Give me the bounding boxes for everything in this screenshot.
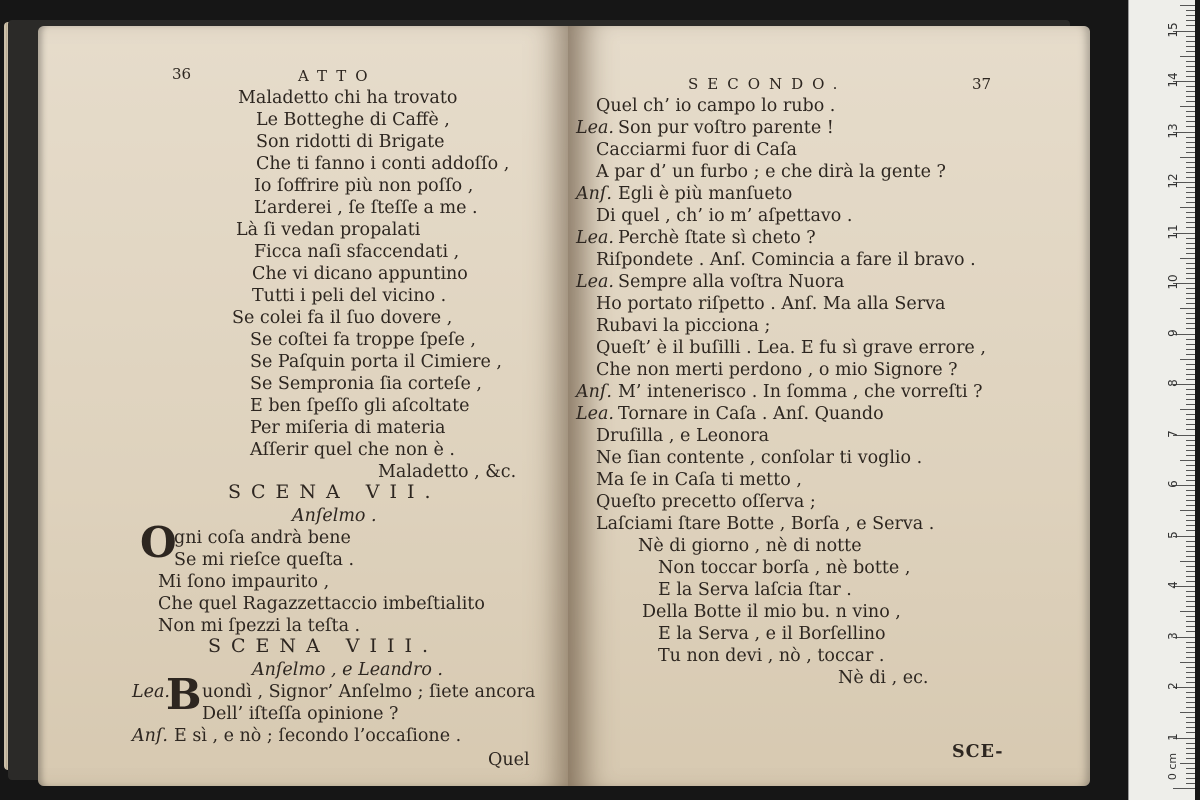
verse-line: gni coſa andrà bene xyxy=(174,528,351,548)
ruler-tick xyxy=(1186,743,1195,744)
speaker-label: Lea. xyxy=(576,272,614,292)
ruler-tick xyxy=(1180,106,1195,107)
verse-line: Maladetto chi ha trovato xyxy=(238,88,458,108)
verse-line: E la Serva laſcia ſtar . xyxy=(658,580,852,600)
verse-line: Queſt’ è il buſilli . Lea. E fu sì grave errore , xyxy=(596,338,986,358)
ruler-tick xyxy=(1186,470,1195,471)
ruler-tick xyxy=(1186,606,1195,607)
ruler-tick xyxy=(1186,374,1195,375)
ruler-tick xyxy=(1186,91,1195,92)
speaker-label: Lea. xyxy=(132,682,170,702)
ruler-tick xyxy=(1180,763,1195,764)
ruler-tick xyxy=(1186,727,1195,728)
ruler-tick xyxy=(1186,500,1195,501)
ruler-tick xyxy=(1186,25,1195,26)
ruler-tick xyxy=(1186,303,1195,304)
ruler-tick xyxy=(1186,465,1195,466)
ruler-tick xyxy=(1186,445,1195,446)
ruler-number: 14 xyxy=(1166,72,1180,88)
verse-line: Dell’ iſteſſa opinione ? xyxy=(202,704,399,724)
ruler-tick xyxy=(1186,626,1195,627)
ruler-tick xyxy=(1186,581,1195,582)
speaker-label: Lea. xyxy=(576,118,614,138)
verse-line: E ben ſpeſſo gli aſcoltate xyxy=(250,396,470,416)
ruler-tick xyxy=(1186,455,1195,456)
ruler-number: 3 xyxy=(1166,631,1180,640)
ruler-tick xyxy=(1186,601,1195,602)
ruler-tick xyxy=(1186,349,1195,350)
ruler-tick xyxy=(1186,15,1195,16)
ruler-number: 4 xyxy=(1166,581,1180,589)
ruler-tick xyxy=(1186,682,1195,683)
ruler-tick xyxy=(1186,773,1195,774)
verse-line: E la Serva , e il Borſellino xyxy=(658,624,886,644)
ruler-tick xyxy=(1186,172,1195,173)
ruler-tick xyxy=(1186,101,1195,102)
ruler-tick xyxy=(1186,389,1195,390)
verse-line: Della Botte il mio bu. n vino , xyxy=(642,602,901,622)
verse-line: E sì , e nò ; ſecondo l’occaſione . xyxy=(174,726,462,746)
ruler-unit-label: 0 cm xyxy=(1166,752,1180,781)
ruler-tick xyxy=(1186,707,1195,708)
ruler-tick xyxy=(1180,157,1195,158)
verse-line: Quel ch’ io campo lo rubo . xyxy=(596,96,836,116)
ruler-tick xyxy=(1186,621,1195,622)
ruler-tick xyxy=(1186,328,1195,329)
right-page xyxy=(568,26,1090,786)
verse-line: Non mi ſpezzi la teſta . xyxy=(158,616,361,636)
verse-line: Cacciarmi fuor di Caſa xyxy=(596,140,797,160)
ruler-tick xyxy=(1180,258,1195,259)
ruler-tick xyxy=(1186,571,1195,572)
ruler-tick xyxy=(1186,339,1195,340)
ruler-tick xyxy=(1186,71,1195,72)
ruler-tick xyxy=(1186,657,1195,658)
ruler-tick xyxy=(1186,702,1195,703)
running-head: ATTO xyxy=(298,67,377,85)
ruler-tick xyxy=(1186,541,1195,542)
verse-line: Laſciami ſtare Botte , Borſa , e Serva . xyxy=(596,514,935,534)
verse-line: Riſpondete . Anſ. Comincia a fare il bravo . xyxy=(596,250,976,270)
ruler-tick xyxy=(1173,788,1195,789)
ruler-tick xyxy=(1186,732,1195,733)
ruler-tick xyxy=(1186,66,1195,67)
verse-line: Di quel , ch’ io m’ aſpettavo . xyxy=(596,206,853,226)
ruler-tick xyxy=(1186,313,1195,314)
verse-line: Druſilla , e Leonora xyxy=(596,426,770,446)
speaker-label: Anſ. xyxy=(576,382,612,402)
ruler-tick xyxy=(1186,202,1195,203)
ruler-tick xyxy=(1186,525,1195,526)
ruler-tick xyxy=(1186,631,1195,632)
verse-line: Se coſtei fa troppe ſpeſe , xyxy=(250,330,476,350)
verse-line: Che non merti perdono , o mio Signore ? xyxy=(596,360,958,380)
open-book xyxy=(28,12,1108,788)
ruler-tick xyxy=(1180,510,1195,511)
verse-line: Per miſeria di materia xyxy=(250,418,446,438)
ruler-number: 2 xyxy=(1166,682,1180,690)
ruler-tick xyxy=(1180,56,1195,57)
scene-title: SCENA VIII. xyxy=(208,635,439,657)
ruler-number: 11 xyxy=(1166,223,1180,240)
ruler-number: 8 xyxy=(1166,379,1180,387)
running-head: SECONDO. xyxy=(688,75,847,93)
ruler-tick xyxy=(1186,551,1195,552)
ruler-tick xyxy=(1186,768,1195,769)
verse-line: uondì , Signor’ Anſelmo ; ſiete ancora xyxy=(202,682,536,702)
ruler-number: 13 xyxy=(1166,122,1180,139)
drop-cap: O xyxy=(140,518,177,567)
verse-line: Tutti i peli del vicino . xyxy=(252,286,447,306)
verse-line: Ma ſe in Caſa ti metto , xyxy=(596,470,802,490)
verse-line: Che vi dicano appuntino xyxy=(252,264,468,284)
ruler-tick xyxy=(1186,76,1195,77)
ruler-number: 7 xyxy=(1166,429,1180,438)
ruler-number: 12 xyxy=(1166,173,1180,189)
ruler-tick xyxy=(1186,111,1195,112)
ruler-tick xyxy=(1180,662,1195,663)
catchword: Quel xyxy=(488,750,530,770)
ruler-number: 10 xyxy=(1166,274,1180,290)
ruler-tick xyxy=(1186,616,1195,617)
ruler-tick xyxy=(1186,51,1195,52)
ruler-tick xyxy=(1186,227,1195,228)
ruler-tick xyxy=(1186,722,1195,723)
ruler-tick xyxy=(1186,783,1195,784)
verse-line: Ho portato riſpetto . Anſ. Ma alla Serva xyxy=(596,294,946,314)
verse-line: Se colei fa il ſuo dovere , xyxy=(232,308,453,328)
verse-line: Egli è più manſueto xyxy=(618,184,793,204)
ruler-tick xyxy=(1186,369,1195,370)
verse-line: Queſto precetto oſſerva ; xyxy=(596,492,816,512)
ruler-tick xyxy=(1186,647,1195,648)
verse-line: Tornare in Caſa . Anſ. Quando xyxy=(618,404,884,424)
verse-line: Io ſoffrire più non poſſo , xyxy=(254,176,474,196)
ruler-tick xyxy=(1180,712,1195,713)
ruler-tick xyxy=(1186,323,1195,324)
ruler-tick xyxy=(1186,121,1195,122)
ruler-tick xyxy=(1180,5,1195,6)
ruler-tick xyxy=(1186,424,1195,425)
catchword: SCE- xyxy=(952,742,1004,762)
ruler-tick xyxy=(1186,273,1195,274)
ruler-tick xyxy=(1186,399,1195,400)
ruler-tick xyxy=(1186,475,1195,476)
ruler-tick xyxy=(1186,440,1195,441)
ruler-tick xyxy=(1186,167,1195,168)
ruler-tick xyxy=(1186,414,1195,415)
ruler-tick xyxy=(1186,238,1195,239)
ruler-tick xyxy=(1186,268,1195,269)
ruler-tick xyxy=(1186,288,1195,289)
ruler-tick xyxy=(1186,152,1195,153)
ruler-tick xyxy=(1186,293,1195,294)
verse-line: Le Botteghe di Caffè , xyxy=(256,110,450,130)
ruler-tick xyxy=(1186,546,1195,547)
scene-character: Anſelmo . xyxy=(292,506,377,526)
ruler-tick xyxy=(1186,591,1195,592)
ruler-tick xyxy=(1186,364,1195,365)
verse-line: Nè di giorno , nè di notte xyxy=(638,536,862,556)
verse-line: Aſſerir quel che non è . xyxy=(250,440,455,460)
ruler-tick xyxy=(1186,515,1195,516)
verse-line: Ficca naſi sfaccendati , xyxy=(254,242,460,262)
ruler-tick xyxy=(1186,253,1195,254)
ruler-number: 15 xyxy=(1166,21,1180,38)
ruler-tick xyxy=(1186,505,1195,506)
ruler-tick xyxy=(1186,61,1195,62)
ruler-tick xyxy=(1186,192,1195,193)
ruler-tick xyxy=(1186,480,1195,481)
ruler-number: 1 xyxy=(1166,732,1180,741)
ruler-tick xyxy=(1186,197,1195,198)
ruler-tick xyxy=(1186,404,1195,405)
speaker-label: Anſ. xyxy=(576,184,612,204)
ruler-tick xyxy=(1186,758,1195,759)
verse-line: M’ intenerisco . In ſomma , che vorreſti ? xyxy=(618,382,983,402)
verse-line: A par d’ un furbo ; e che dirà la gente ? xyxy=(596,162,946,182)
ruler-tick xyxy=(1186,162,1195,163)
verse-line: Maladetto , &c. xyxy=(378,462,517,482)
verse-line: Non toccar borſa , nè botte , xyxy=(658,558,911,578)
scene-title: SCENA VII. xyxy=(228,481,441,503)
ruler-tick xyxy=(1186,147,1195,148)
page-number: 36 xyxy=(172,65,192,83)
ruler-tick xyxy=(1186,495,1195,496)
verse-line: Son pur voſtro parente ! xyxy=(618,118,834,138)
ruler-number: 6 xyxy=(1166,480,1180,488)
ruler-tick xyxy=(1186,41,1195,42)
ruler-tick xyxy=(1180,409,1195,410)
measuring-ruler xyxy=(1128,0,1195,800)
verse-line: Tu non devi , nò , toccar . xyxy=(658,646,885,666)
speaker-label: Lea. xyxy=(576,404,614,424)
ruler-tick xyxy=(1180,359,1195,360)
ruler-tick xyxy=(1186,566,1195,567)
ruler-tick xyxy=(1180,611,1195,612)
verse-line: Perchè ſtate sì cheto ? xyxy=(618,228,816,248)
ruler-tick xyxy=(1186,419,1195,420)
ruler-tick xyxy=(1186,243,1195,244)
ruler-tick xyxy=(1186,778,1195,779)
ruler-tick xyxy=(1186,697,1195,698)
ruler-tick xyxy=(1186,344,1195,345)
ruler-tick xyxy=(1186,692,1195,693)
verse-line: Sempre alla voſtra Nuora xyxy=(618,272,845,292)
ruler-tick xyxy=(1186,222,1195,223)
ruler-tick xyxy=(1180,207,1195,208)
ruler-tick xyxy=(1186,263,1195,264)
ruler-tick xyxy=(1186,96,1195,97)
ruler-tick xyxy=(1186,116,1195,117)
ruler-tick xyxy=(1186,753,1195,754)
ruler-tick xyxy=(1186,46,1195,47)
ruler-tick xyxy=(1180,460,1195,461)
verse-line: Che ti fanno i conti addoſſo , xyxy=(256,154,510,174)
ruler-tick xyxy=(1186,717,1195,718)
ruler-tick xyxy=(1186,248,1195,249)
ruler-tick xyxy=(1186,530,1195,531)
ruler-tick xyxy=(1186,394,1195,395)
ruler-tick xyxy=(1186,677,1195,678)
ruler-tick xyxy=(1186,596,1195,597)
left-page xyxy=(38,26,570,786)
ruler-tick xyxy=(1186,556,1195,557)
ruler-tick xyxy=(1186,490,1195,491)
verse-line: Mi ſono impaurito , xyxy=(158,572,330,592)
ruler-tick xyxy=(1186,450,1195,451)
ruler-tick xyxy=(1186,137,1195,138)
ruler-tick xyxy=(1180,308,1195,309)
verse-line: Son ridotti di Brigate xyxy=(256,132,445,152)
ruler-tick xyxy=(1186,177,1195,178)
ruler-tick xyxy=(1186,20,1195,21)
ruler-tick xyxy=(1186,212,1195,213)
verse-line: Che quel Ragazzettaccio imbeſtialito xyxy=(158,594,485,614)
verse-line: Se mi rieſce queſta . xyxy=(174,550,355,570)
verse-line: Ne ſian contente , conſolar ti voglio . xyxy=(596,448,923,468)
ruler-tick xyxy=(1186,576,1195,577)
speaker-label: Anſ. xyxy=(132,726,168,746)
ruler-tick xyxy=(1180,561,1195,562)
verse-line: Se Sempronia ſia corteſe , xyxy=(250,374,482,394)
verse-line: L’arderei , ſe ſteſſe a me . xyxy=(254,198,478,218)
ruler-tick xyxy=(1186,298,1195,299)
ruler-tick xyxy=(1186,86,1195,87)
ruler-tick xyxy=(1186,10,1195,11)
scene-characters: Anſelmo , e Leandro . xyxy=(252,660,443,680)
speaker-label: Lea. xyxy=(576,228,614,248)
verse-line: Se Paſquin porta il Cimiere , xyxy=(250,352,502,372)
ruler-number: 5 xyxy=(1166,530,1180,539)
verse-line: Rubavi la picciona ; xyxy=(596,316,771,336)
ruler-tick xyxy=(1186,187,1195,188)
ruler-tick xyxy=(1186,142,1195,143)
ruler-tick xyxy=(1186,36,1195,37)
ruler-tick xyxy=(1186,379,1195,380)
verse-line: Nè di , ec. xyxy=(838,668,929,688)
ruler-tick xyxy=(1186,672,1195,673)
ruler-number: 9 xyxy=(1166,328,1180,337)
ruler-tick xyxy=(1186,652,1195,653)
ruler-tick xyxy=(1186,318,1195,319)
ruler-tick xyxy=(1186,748,1195,749)
drop-cap: B xyxy=(166,670,202,719)
ruler-tick xyxy=(1186,278,1195,279)
ruler-tick xyxy=(1186,429,1195,430)
ruler-tick xyxy=(1186,126,1195,127)
page-number: 37 xyxy=(972,75,992,93)
ruler-tick xyxy=(1186,642,1195,643)
ruler-tick xyxy=(1186,667,1195,668)
ruler-tick xyxy=(1186,354,1195,355)
verse-line: Là ſi vedan propalati xyxy=(236,220,421,240)
ruler-tick xyxy=(1186,217,1195,218)
ruler-tick xyxy=(1186,520,1195,521)
